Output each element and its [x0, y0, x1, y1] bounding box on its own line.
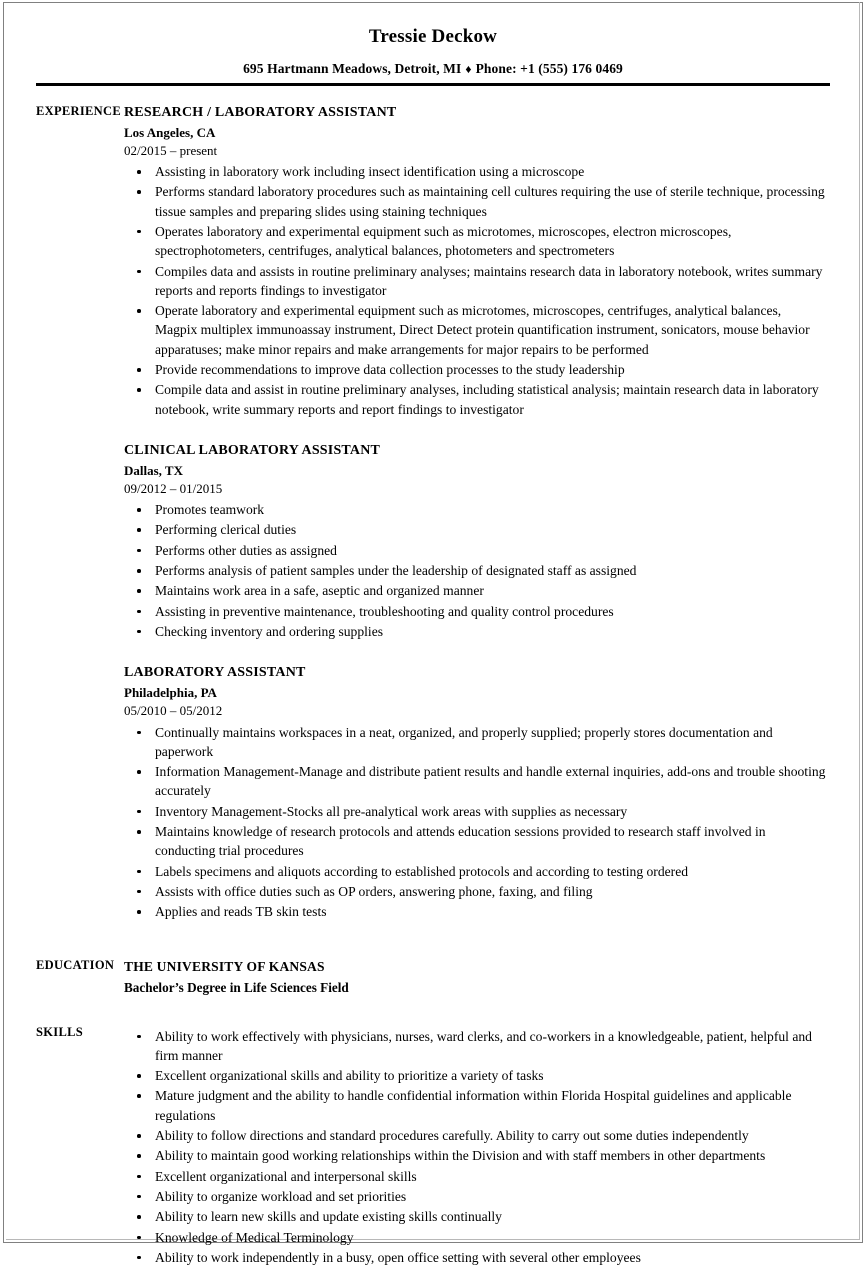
bullet-item: Promotes teamwork: [124, 500, 826, 519]
contact-line: [0, 61, 866, 77]
bullet-item: Information Management-Manage and distribute patient results and handle external inquiries, add-ons and trouble shooting accurately: [124, 762, 826, 801]
job-entry: [124, 104, 826, 419]
section-label-experience: EXPERIENCE: [36, 103, 121, 118]
bullet-item: Ability to work independently in a busy, open office setting with several other employees: [124, 1248, 826, 1267]
bullet-item: Provide recommendations to improve data collection processes to the study leadership: [124, 360, 826, 379]
bullet-item: Operate laboratory and experimental equipment such as microtomes, microscopes, centrifuges, analytical balances, Magpix multiplex immunoassay instrument, Direct Detect protein quantification instrument, sonicators, mouse behavior apparatuses; make minor repairs and make arrangements for major repairs to be performed: [124, 301, 826, 359]
skills-section: [0, 1025, 866, 1267]
bullet-item: Performs other duties as assigned: [124, 541, 826, 560]
education-degree: Bachelor’s Degree in Life Sciences Field: [124, 980, 349, 996]
bullet-item: Continually maintains workspaces in a neat, organized, and properly supplied; properly stores documentation and paperwork: [124, 723, 826, 762]
phone-text: Phone: +1 (555) 176 0469: [475, 60, 623, 76]
job-title: RESEARCH / LABORATORY ASSISTANT: [124, 104, 397, 120]
job-dates: 09/2012 – 01/2015: [124, 481, 223, 496]
job-entry: [124, 664, 826, 921]
bullet-item: Inventory Management-Stocks all pre-analytical work areas with supplies as necessary: [124, 802, 826, 821]
job-location: Los Angeles, CA: [124, 124, 216, 140]
section-label-education: EDUCATION: [36, 957, 115, 972]
bullet-item: Assists with office duties such as OP orders, answering phone, faxing, and filing: [124, 882, 826, 901]
bullet-item: Maintains work area in a safe, aseptic and organized manner: [124, 581, 826, 600]
section-label-skills: SKILLS: [36, 1024, 83, 1039]
education-school: THE UNIVERSITY OF KANSAS: [124, 958, 325, 974]
education-section: [0, 958, 866, 998]
bullet-item: Checking inventory and ordering supplies: [124, 622, 826, 641]
diamond-separator-icon: ♦: [465, 61, 472, 76]
bullet-item: Performs standard laboratory procedures such as maintaining cell cultures requiring the use of sterile technique, processing tissue samples and preparing slides using staining techniques: [124, 182, 826, 221]
experience-section: [0, 104, 866, 922]
experience-body: [124, 104, 866, 922]
address-text: 695 Hartmann Meadows, Detroit, MI: [243, 60, 462, 76]
bullet-item: Ability to work effectively with physicians, nurses, ward clerks, and co-workers in a knowledgeable, patient, helpful and firm manner: [124, 1027, 826, 1066]
job-bullet-list: [124, 723, 826, 922]
skills-body: [124, 1025, 866, 1267]
bullet-item: Ability to maintain good working relationships within the Division and with staff members in other departments: [124, 1146, 826, 1165]
bullet-item: Operates laboratory and experimental equipment such as microtomes, microscopes, electron microscopes, spectrophotometers, centrifuges, analytical balances, photometers and spectrometers: [124, 222, 826, 261]
header-divider: [36, 83, 830, 86]
bullet-item: Performing clerical duties: [124, 520, 826, 539]
bullet-item: Knowledge of Medical Terminology: [124, 1228, 826, 1247]
job-entry: [124, 442, 826, 641]
job-bullet-list: [124, 162, 826, 419]
job-dates: 02/2015 – present: [124, 142, 218, 158]
bullet-item: Assisting in laboratory work including insect identification using a microscope: [124, 162, 826, 181]
bullet-item: Compiles data and assists in routine preliminary analyses; maintains research data in laboratory notebook, writes summary reports and reports findings to investigator: [124, 262, 826, 301]
job-location: Philadelphia, PA: [124, 685, 217, 701]
job-title: LABORATORY ASSISTANT: [124, 665, 306, 681]
bullet-item: Ability to follow directions and standard procedures carefully. Ability to carry out some duties independently: [124, 1126, 826, 1145]
bullet-item: Excellent organizational and interpersonal skills: [124, 1167, 826, 1186]
resume-header: [0, 0, 866, 86]
job-bullet-list: [124, 500, 826, 641]
bullet-item: Labels specimens and aliquots according to established protocols and according to testing ordered: [124, 862, 826, 881]
bullet-item: Ability to learn new skills and update existing skills continually: [124, 1207, 826, 1226]
job-dates: 05/2010 – 05/2012: [124, 703, 223, 719]
bullet-item: Assisting in preventive maintenance, troubleshooting and quality control procedures: [124, 602, 826, 621]
job-location: Dallas, TX: [124, 462, 183, 478]
job-title: CLINICAL LABORATORY ASSISTANT: [124, 442, 381, 458]
bullet-item: Compile data and assist in routine preliminary analyses, including statistical analysis; maintain research data in laboratory notebook, write summary reports and report findings to investigator: [124, 380, 826, 419]
bullet-item: Applies and reads TB skin tests: [124, 902, 826, 921]
candidate-name: Tressie Deckow: [368, 26, 498, 47]
bullet-item: Performs analysis of patient samples under the leadership of designated staff as assigned: [124, 561, 826, 580]
education-body: [124, 958, 866, 998]
bullet-item: Maintains knowledge of research protocols and attends education sessions provided to research staff involved in conducting trial procedures: [124, 822, 826, 861]
bullet-item: Mature judgment and the ability to handle confidential information within Florida Hospital guidelines and applicable regulations: [124, 1086, 826, 1125]
skills-bullet-list: [124, 1027, 826, 1267]
bullet-item: Ability to organize workload and set priorities: [124, 1187, 826, 1206]
bullet-item: Excellent organizational skills and ability to prioritize a variety of tasks: [124, 1066, 826, 1085]
